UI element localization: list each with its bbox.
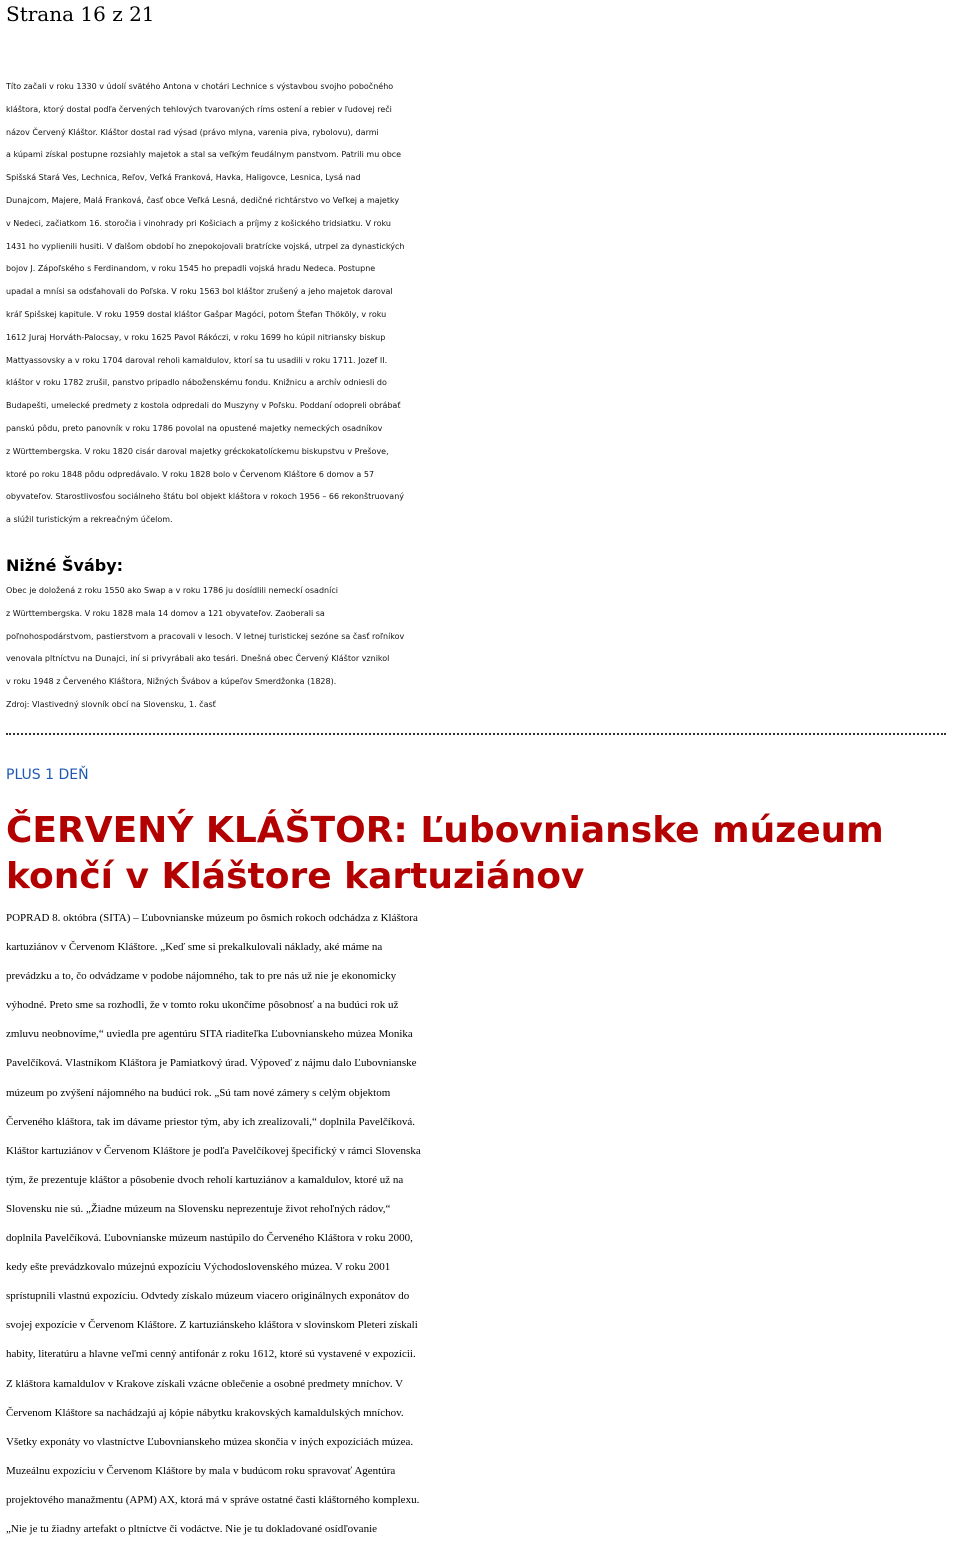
text-line: svojej expozície v Červenom Kláštore. Z kartuziánskeho kláštora v slovinskom Pleteri získali <box>6 1319 418 1332</box>
text-line: Spišská Stará Ves, Lechnica, Reľov, Veľká Franková, Havka, Haligovce, Lesnica, Lysá nad <box>6 173 361 183</box>
text-line: Pavelčíková. Vlastníkom Kláštora je Pamiatkový úrad. Výpoveď z nájmu dalo Ľubovnianske <box>6 1057 417 1070</box>
text-line: POPRAD 8. októbra (SITA) – Ľubovnianske múzeum po ôsmich rokoch odchádza z Kláštora <box>6 912 418 924</box>
text-line: 1612 Juraj Horváth-Palocsay, v roku 1625 Pavol Rákóczi, v roku 1699 ho kúpil nitriansky biskup <box>6 332 386 342</box>
text-line: Červeného kláštora, tak im dávame priestor tým, aby ich zrealizovali,“ doplnila Pavelčíková. <box>6 1115 415 1128</box>
text-line: názov Červený Kláštor. Kláštor dostal rad výsad (právo mlyna, varenia piva, rybolovu), darmi <box>6 127 379 137</box>
article-body <box>6 904 958 1544</box>
text-line: a slúžil turistickým a rekreačným účelom. <box>6 515 173 525</box>
section-paragraph <box>6 580 958 717</box>
text-line: panskú pôdu, preto panovník v roku 1786 povolal na opustené majetky nemeckých osadníkov <box>6 423 383 433</box>
text-line: v Nedeci, začiatkom 16. storočia i vinohrady pri Košiciach a príjmy z košického tridsiatku. V roku <box>6 218 391 228</box>
intro-paragraph <box>6 76 958 532</box>
dotted-divider <box>6 733 946 735</box>
text-line: Z kláštora kamaldulov v Krakove získali vzácne oblečenie a osobné predmety mníchov. V <box>6 1377 404 1390</box>
text-line: upadal a mnísi sa odsťahovali do Poľska. V roku 1563 bol kláštor zrušený a jeho majetok daroval <box>6 287 393 297</box>
section-heading: Nižné Šváby: <box>6 556 124 575</box>
text-line: múzeum po zvýšení nájomného na budúci rok. „Sú tam nové zámery s celým objektom <box>6 1086 391 1099</box>
text-line: 1431 ho vyplienili husiti. V ďalšom období ho znepokojovali bratrícke vojská, utrpel za dynastických <box>6 241 405 251</box>
text-line: Slovensku nie sú. „Žiadne múzeum na Slovensku neprezentuje život rehoľných rádov,“ <box>6 1202 391 1215</box>
text-line: bojov J. Zápoľského s Ferdinandom, v roku 1545 ho prepadli vojská hradu Nedeca. Postupne <box>6 264 376 274</box>
text-line: z Württembergska. V roku 1820 cisár daroval majetky gréckokatolíckemu biskupstvu v Prešove, <box>6 446 389 456</box>
text-line: sprístupnili vlastnú expozíciu. Odvtedy získalo múzeum viacero originálnych exponátov do <box>6 1290 410 1303</box>
text-line: prevádzku a to, čo odvádzame v podobe nájomného, tak to pre nás už nie je ekonomicky <box>6 970 397 983</box>
text-line: zmluvu neobnovíme,“ uviedla pre agentúru SITA riaditeľka Ľubovnianskeho múzea Monika <box>6 1028 413 1041</box>
text-line: obyvateľov. Starostlivosťou sociálneho štátu bol objekt kláštora v rokoch 1956 – 66 rekonštruovaný <box>6 492 404 502</box>
text-line: kláštor v roku 1782 zrušil, panstvo pripadlo náboženskému fondu. Knižnicu a archív odniesli do <box>6 378 387 388</box>
text-line: v roku 1948 z Červeného Kláštora, Nižných Švábov a kúpeľov Smerdžonka (1828). <box>6 677 337 687</box>
text-line: projektového manažmentu (APM) AX, ktorá má v správe ostatné časti kláštorného komplexu. <box>6 1493 420 1506</box>
text-line: kedy ešte prevádzkovalo múzejnú expozíciu Východoslovenského múzea. V roku 2001 <box>6 1261 391 1274</box>
text-line: Budapešti, umelecké predmety z kostola odpredali do Muszyny v Poľsku. Poddaní odopreli obrábať <box>6 401 401 411</box>
text-line: ktoré po roku 1848 pôdu odpredávalo. V roku 1828 bolo v Červenom Kláštore 6 domov a 57 <box>6 469 375 479</box>
text-line: Muzeálnu expozíciu v Červenom Kláštore by mala v budúcom roku spravovať Agentúra <box>6 1464 396 1477</box>
text-line: kartuziánov v Červenom Kláštore. „Keď sme si prekalkulovali náklady, aké máme na <box>6 941 383 954</box>
text-line: výhodné. Preto sme sa rozhodli, že v tomto roku ukončíme pôsobnosť a na budúci rok už <box>6 999 399 1012</box>
page-number-header: Strana 16 z 21 <box>6 2 155 26</box>
text-line: Títo začali v roku 1330 v údolí svätého Antona v chotári Lechnice s výstavbou svojho pobočného <box>6 82 394 91</box>
text-line: z Württembergska. V roku 1828 mala 14 domov a 121 obyvateľov. Zaoberali sa <box>6 608 325 618</box>
text-line: a kúpami získal postupne rozsiahly majetok a stal sa veľkým feudálnym panstvom. Patrili mu obce <box>6 150 402 160</box>
text-line: Všetky exponáty vo vlastníctve Ľubovnianskeho múzea skončia v iných expozíciách múzea. <box>6 1435 414 1448</box>
text-line: venovala pltníctvu na Dunajci, iní si privyrábali ako tesári. Dnešná obec Červený Kláštor vznikol <box>6 654 390 664</box>
source-citation: Zdroj: Vlastivedný slovník obcí na Slovensku, 1. časť <box>6 699 216 709</box>
text-line: Mattyassovsky a v roku 1704 daroval reholi kamaldulov, ktorí sa tu usadili v roku 1711. Jozef II. <box>6 355 388 365</box>
text-line: Obec je doložená z roku 1550 ako Swap a v roku 1786 ju dosídlili nemeckí osadníci <box>6 586 338 595</box>
article-title: ČERVENÝ KLÁŠTOR: Ľubovnianske múzeum končí v Kláštore kartuziánov <box>6 810 884 897</box>
text-line: tým, že prezentuje kláštor a pôsobenie dvoch reholí kartuziánov a kamaldulov, ktoré už na <box>6 1173 404 1186</box>
text-line: Dunajcom, Majere, Malá Franková, časť obce Veľká Lesná, dedičné richtárstvo vo Veľkej a majetky <box>6 195 400 205</box>
text-line: kráľ Spišskej kapitule. V roku 1959 dostal kláštor Gašpar Magóci, potom Štefan Thököly, v roku <box>6 309 387 319</box>
text-line: doplnila Pavelčíková. Ľubovnianske múzeum nastúpilo do Červeného Kláštora v roku 2000, <box>6 1232 413 1245</box>
text-line: poľnohospodárstvom, pastierstvom a pracovali v lesoch. V letnej turistickej sezóne sa časť roľníkov <box>6 631 405 641</box>
text-line: Kláštor kartuziánov v Červenom Kláštore je podľa Pavelčíkovej špecifický v rámci Slovenska <box>6 1144 421 1157</box>
text-line: kláštora, ktorý dostal podľa červených tehlových tvarovaných ríms ostení a rebier v ľudovej reči <box>6 104 392 114</box>
text-line: Červenom Kláštore sa nachádzajú aj kópie nábytku krakovských kamaldulských mníchov. <box>6 1406 404 1419</box>
text-line: „Nie je tu žiadny artefakt o pltníctve či vodáctve. Nie je tu dokladované osídľovanie <box>6 1522 378 1535</box>
source-link[interactable]: PLUS 1 DEŇ <box>6 767 89 783</box>
text-line: habity, literatúru a hlavne veľmi cenný antifonár z roku 1612, ktoré sú vystavené v expozícii. <box>6 1348 416 1361</box>
